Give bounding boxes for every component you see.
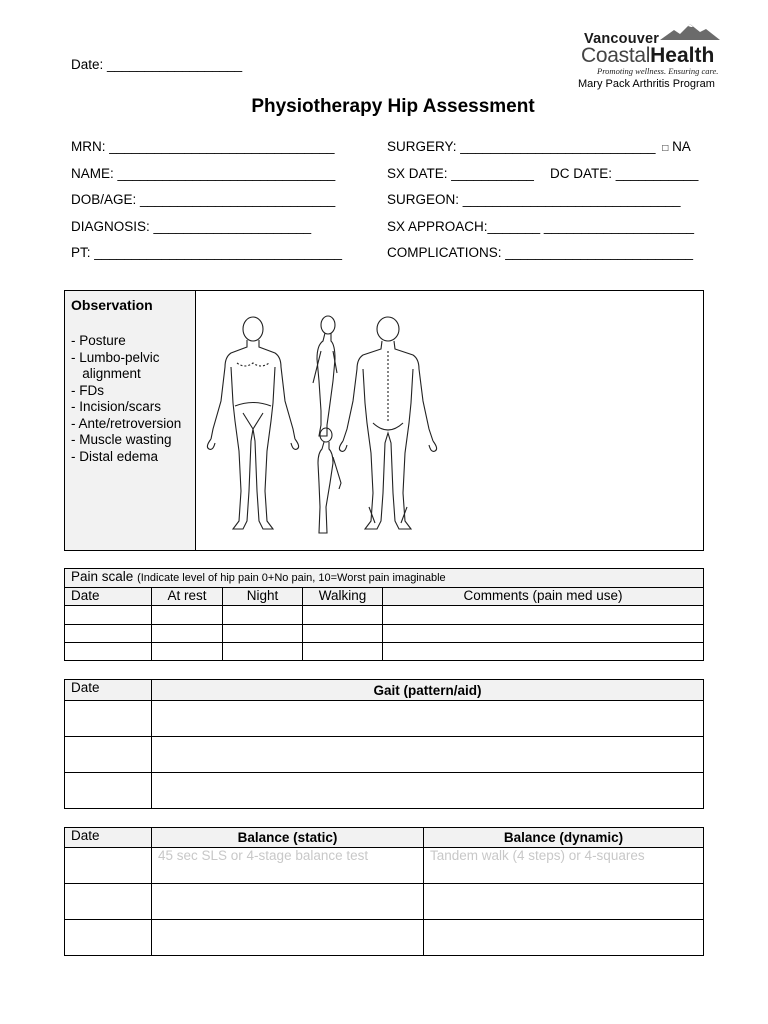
table-cell[interactable] <box>65 920 152 956</box>
table-row <box>65 643 704 661</box>
logo-line2 <box>581 44 714 68</box>
table-cell[interactable] <box>152 848 424 884</box>
table-cell[interactable] <box>152 643 223 661</box>
table-row <box>65 625 704 643</box>
col-date: Date <box>65 588 152 606</box>
table-cell[interactable] <box>152 606 223 625</box>
observation-item: - Lumbo-pelvic <box>71 349 160 365</box>
name-field[interactable]: NAME: _____________________________ <box>71 166 336 181</box>
surgery-input[interactable]: SURGERY: __________________________ <box>387 139 656 154</box>
table-cell[interactable] <box>65 625 152 643</box>
balance-col-dynamic: Balance (dynamic) <box>424 828 704 848</box>
table-cell[interactable] <box>383 643 704 661</box>
balance-col-static: Balance (static) <box>152 828 424 848</box>
pain-scale-header <box>65 569 704 588</box>
complications-field[interactable]: COMPLICATIONS: _________________________ <box>387 245 693 260</box>
table-cell[interactable] <box>65 884 152 920</box>
table-cell[interactable] <box>152 737 704 773</box>
table-row <box>65 848 704 884</box>
observation-item: - Ante/retroversion <box>71 415 182 431</box>
col-at-rest: At rest <box>152 588 223 606</box>
dc-date-field[interactable]: DC DATE: ___________ <box>550 166 699 181</box>
diagnosis-field[interactable]: DIAGNOSIS: _____________________ <box>71 219 312 234</box>
observation-item: - Posture <box>71 333 126 348</box>
na-label: NA <box>672 139 691 154</box>
table-row <box>65 701 704 737</box>
table-row <box>65 920 704 956</box>
pt-field[interactable]: PT: _________________________________ <box>71 245 343 260</box>
balance-col-date: Date <box>65 828 152 848</box>
col-night: Night <box>223 588 303 606</box>
col-walking: Walking <box>303 588 383 606</box>
table-cell[interactable] <box>223 643 303 661</box>
table-cell[interactable] <box>152 773 704 809</box>
observation-panel <box>65 291 196 550</box>
table-cell[interactable] <box>152 701 704 737</box>
date-field[interactable]: Date: __________________ <box>71 57 243 72</box>
static-placeholder: 45 sec SLS or 4-stage balance test <box>158 848 369 863</box>
table-cell[interactable] <box>65 606 152 625</box>
table-cell[interactable] <box>65 737 152 773</box>
body-chart-drawing[interactable] <box>203 311 443 539</box>
table-cell[interactable] <box>65 848 152 884</box>
body-back-figure <box>339 317 436 529</box>
pain-scale-title: Pain scale <box>71 569 134 584</box>
surgeon-field[interactable]: SURGEON: _____________________________ <box>387 192 681 207</box>
program-name: Mary Pack Arthritis Program <box>578 78 715 90</box>
observation-item: - Incision/scars <box>71 399 162 414</box>
col-comments: Comments (pain med use) <box>383 588 704 606</box>
body-side-figure-bottom <box>318 428 341 533</box>
table-cell[interactable] <box>152 920 424 956</box>
na-checkbox[interactable]: □ <box>662 143 669 154</box>
observation-section <box>64 290 704 551</box>
table-cell[interactable] <box>424 884 704 920</box>
table-cell[interactable] <box>65 643 152 661</box>
table-cell[interactable] <box>383 606 704 625</box>
table-cell[interactable] <box>223 606 303 625</box>
table-cell[interactable] <box>223 625 303 643</box>
pain-scale-note: (Indicate level of hip pain 0+No pain, 10=Worst pain imaginable <box>137 572 446 584</box>
table-cell[interactable] <box>152 625 223 643</box>
gait-table <box>64 679 704 809</box>
observation-item: - FDs <box>71 382 104 398</box>
balance-table <box>64 827 704 956</box>
observation-item: - Muscle wasting <box>71 432 172 447</box>
mountain-icon <box>660 22 720 42</box>
mrn-field[interactable]: MRN: ______________________________ <box>71 139 335 154</box>
table-row <box>65 773 704 809</box>
table-cell[interactable] <box>65 701 152 737</box>
logo-line1: Vancouver <box>584 31 660 47</box>
pain-scale-table <box>64 568 704 661</box>
gait-col-date: Date <box>65 680 152 701</box>
surgery-field <box>387 139 691 154</box>
logo-tagline: Promoting wellness. Ensuring care. <box>597 66 719 76</box>
body-front-figure <box>207 317 298 529</box>
dob-age-field[interactable]: DOB/AGE: __________________________ <box>71 192 336 207</box>
table-cell[interactable] <box>152 884 424 920</box>
sx-date-field[interactable]: SX DATE: ___________ <box>387 166 534 181</box>
body-side-figure-top <box>313 316 337 436</box>
table-cell[interactable] <box>65 773 152 809</box>
table-cell[interactable] <box>303 643 383 661</box>
table-cell[interactable] <box>383 625 704 643</box>
table-cell[interactable] <box>303 625 383 643</box>
dynamic-placeholder: Tandem walk (4 steps) or 4-squares <box>430 848 645 863</box>
table-cell[interactable] <box>303 606 383 625</box>
logo-health: Health <box>650 44 715 67</box>
page-title: Physiotherapy Hip Assessment <box>251 96 535 117</box>
table-cell[interactable] <box>424 848 704 884</box>
logo-coastal: Coastal <box>581 44 651 67</box>
observation-title: Observation <box>71 297 153 313</box>
observation-item: - Distal edema <box>71 448 159 464</box>
sx-approach-field[interactable]: SX APPROACH:_______ ____________________ <box>387 219 694 234</box>
table-cell[interactable] <box>424 920 704 956</box>
table-row <box>65 737 704 773</box>
table-row <box>65 606 704 625</box>
gait-col-pattern: Gait (pattern/aid) <box>152 680 704 701</box>
observation-item: alignment <box>71 366 141 381</box>
table-row <box>65 884 704 920</box>
